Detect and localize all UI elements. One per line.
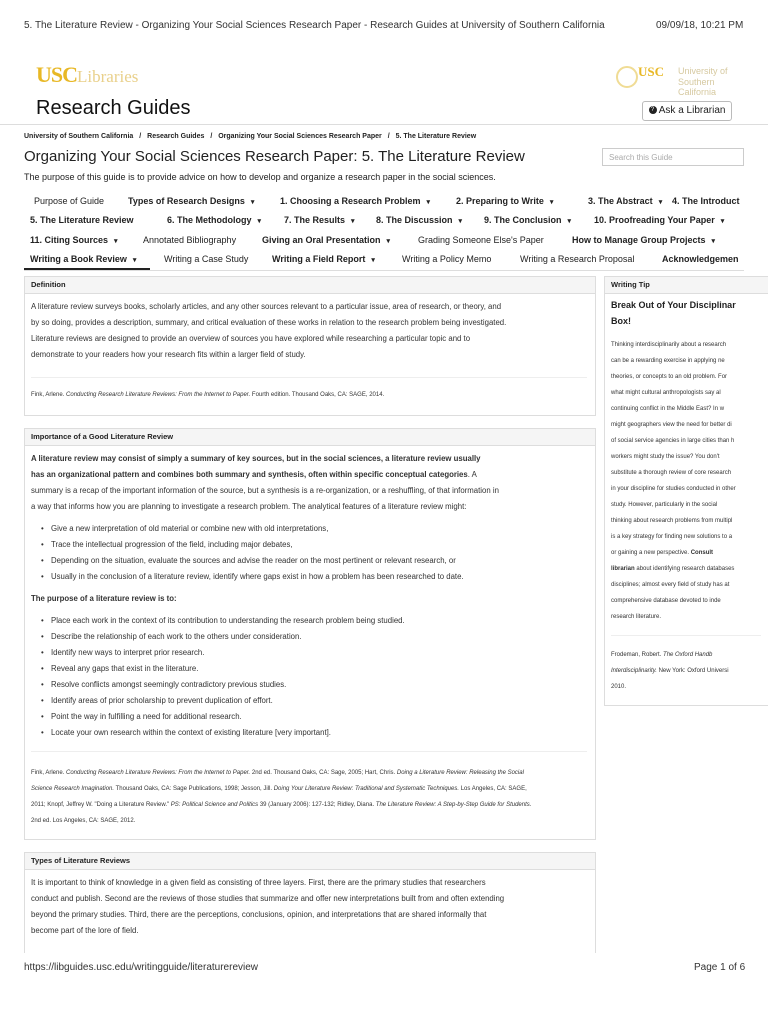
importance-separator: [31, 751, 587, 752]
logo2-line1: University of: [678, 66, 728, 76]
breadcrumb-research-guides[interactable]: Research Guides: [147, 133, 205, 140]
list-item: • Place each work in the context of its contribution to understanding the research problem being studied.: [51, 613, 581, 629]
tab-label: Types of Research Designs: [128, 196, 245, 206]
list-item: • Usually in the conclusion of a literature review, identify where gaps exist in how a problem has been researched to date.: [51, 569, 581, 585]
writing-tip-text: Thinking interdisciplinarily about a research can be a rewarding exercise in applying ne theories, or concepts to an old problem. For what might cultural anthropologists say al continuing conflict in the Middle East? In w might geographers view the need for better di of social service agencies in large cities than h workers might study the issue? You don't substitute a thorough review of core research in your discipline for studies conducted in other study. However, particularly in the social thinking about research problems from multipl is a key strategy for finding new solutions to a or gaining a new perspective. Consult librarian about identifying research databases disciplines; almost every field of study has at comprehensive database devoted to inde research literature.: [611, 342, 736, 620]
importance-bold-line: has an organizational pattern and combines both summary and synthesis, often within specific conceptual categories: [31, 470, 468, 479]
tab-annotated-bibliography[interactable]: Annotated Bibliography: [143, 235, 237, 245]
caret-down-icon: ▾: [658, 199, 663, 206]
ask-librarian-button[interactable]: [642, 101, 732, 121]
importance-heading: Importance of a Good Literature Review: [25, 429, 595, 446]
writing-tip-box: [604, 276, 768, 706]
consult-link[interactable]: Consult: [690, 550, 714, 556]
writing-tip-title: [611, 297, 736, 329]
types-text: [31, 875, 578, 939]
question-circle-icon: ?: [649, 106, 657, 114]
importance-tail: . A: [467, 470, 477, 479]
tab-preparing-to-write[interactable]: [456, 196, 553, 206]
importance-box: [24, 428, 596, 840]
list-item: • Trace the intellectual progression of the field, including major debates,: [51, 537, 581, 553]
tab-acknowledgements[interactable]: Acknowledgemen: [662, 254, 739, 264]
caret-down-icon: ▾: [458, 218, 463, 225]
list-item: • Locate your own research within the context of existing literature [very important].: [51, 725, 581, 741]
ask-librarian-label: Ask a Librarian: [658, 105, 726, 116]
breadcrumb-current: 5. The Literature Review: [395, 133, 477, 140]
breadcrumb-usc[interactable]: University of Southern California: [24, 133, 134, 140]
caret-down-icon: ▾: [426, 199, 431, 206]
importance-line: a way that informs how you are planning to investigate a research problem. The analytical features of a literature review might:: [31, 502, 467, 511]
tab-literature-review[interactable]: 5. The Literature Review: [30, 215, 134, 225]
breadcrumb-sep: /: [210, 133, 213, 140]
list-item: • Point the way in fulfilling a need for additional research.: [51, 709, 581, 725]
types-heading: Types of Literature Reviews: [25, 853, 595, 870]
definition-line: Literature reviews are designed to provide an overview of sources you have explored while researching a particular topic and to: [31, 334, 471, 343]
citation-line: Fink, Arlene. Conducting Research Literature Reviews: From the Internet to Paper. 2nd ed. Thousand Oaks, CA: Sage, 2005; Hart, Chris. Doing a Literature Review: Releasing the Social: [31, 770, 524, 776]
definition-separator: [31, 377, 587, 378]
definition-box: [24, 276, 596, 416]
definition-line: by so doing, provides a description, summary, and critical evaluation of these works in relation to the research problem being investigated.: [31, 318, 507, 327]
tab-label: 10. Proofreading Your Paper: [594, 215, 715, 225]
print-page-number: Page 1 of 6: [694, 962, 746, 973]
caret-down-icon: ▾: [257, 218, 262, 225]
tab-abstract[interactable]: [588, 196, 662, 206]
tab-grading-paper[interactable]: Grading Someone Else's Paper: [418, 235, 544, 245]
tab-label: 11. Citing Sources: [30, 235, 109, 245]
tab-label: Giving an Oral Presentation: [262, 235, 381, 245]
list-item: • Identify areas of prior scholarship to prevent duplication of effort.: [51, 693, 581, 709]
guide-search-input[interactable]: Search this Guide: [602, 148, 744, 166]
tab-discussion[interactable]: [376, 215, 462, 225]
purpose-list: [51, 613, 581, 741]
tab-policy-memo[interactable]: Writing a Policy Memo: [402, 254, 492, 264]
tab-label: Writing a Book Review: [30, 254, 127, 264]
importance-citation: [31, 765, 581, 829]
caret-down-icon: ▾: [720, 218, 725, 225]
tab-results[interactable]: [284, 215, 355, 225]
tab-citing-sources[interactable]: [30, 235, 118, 245]
citation-line: 2011; Knopf, Jeffrey W. "Doing a Literature Review." PS: Political Science and Politics 39 (January 2006): 127-132; Ridley, Diana. The Literature Review: A Step-by-Step Guide for Students.: [31, 802, 532, 808]
definition-heading: Definition: [25, 277, 595, 294]
tab-case-study[interactable]: Writing a Case Study: [164, 254, 249, 264]
list-item: • Reveal any gaps that exist in the literature.: [51, 661, 581, 677]
logo-usc: USC: [36, 62, 78, 87]
logo2-usc: USC: [638, 64, 665, 79]
tip-title-line: Break Out of Your Disciplinar: [611, 300, 736, 310]
tab-purpose-of-guide[interactable]: Purpose of Guide: [34, 196, 105, 206]
university-seal-icon: [616, 66, 638, 88]
print-title: 5. The Literature Review - Organizing Your Social Sciences Research Paper - Research Guides at University of Southern California: [24, 20, 605, 31]
page-title: Organizing Your Social Sciences Research Paper: 5. The Literature Review: [24, 148, 525, 165]
caret-down-icon: ▾: [386, 238, 391, 245]
tab-proofreading[interactable]: [594, 215, 724, 225]
tab-label: 6. The Methodology: [167, 215, 252, 225]
tab-methodology[interactable]: [167, 215, 261, 225]
tab-label: Writing a Field Report: [272, 254, 366, 264]
caret-down-icon: ▾: [567, 218, 572, 225]
breadcrumb: [24, 133, 480, 140]
print-url: https://libguides.usc.edu/writingguide/literaturereview: [24, 962, 259, 973]
caret-down-icon: ▾: [132, 257, 137, 264]
importance-text: [31, 451, 578, 515]
list-item: • Give a new interpretation of old material or combine new with old interpretations,: [51, 521, 581, 537]
print-datetime: 09/09/18, 10:21 PM: [656, 20, 744, 31]
importance-bold-line: A literature review may consist of simply a summary of key sources, but in the social sciences, a literature review usually: [31, 454, 481, 463]
types-line: It is important to think of knowledge in a given field as consisting of three layers. First, there are the primary studies that researchers: [31, 878, 486, 887]
tab-label: 1. Choosing a Research Problem: [280, 196, 421, 206]
tip-title-line: Box!: [611, 316, 631, 326]
tab-label: 8. The Discussion: [376, 215, 453, 225]
sidebar-citation: Frodeman, Robert. The Oxford Handb Interdisciplinarity. New York: Oxford Universi 2010.: [611, 652, 729, 690]
caret-down-icon: ▾: [114, 238, 118, 245]
definition-line: A literature review surveys books, scholarly articles, and any other sources relevant to a particular issue, area of research, or theory, and: [31, 302, 502, 311]
caret-down-icon: ▾: [351, 218, 355, 225]
definition-line: demonstrate to your readers how your research fits within a larger field of study.: [31, 350, 306, 359]
tab-conclusion[interactable]: [484, 215, 571, 225]
types-box: [24, 852, 596, 953]
breadcrumb-sep: /: [387, 133, 390, 140]
importance-line: summary is a recap of the important information of the source, but a synthesis is a re-organization, or a reshuffling, of that information in: [31, 486, 499, 495]
research-guides-title[interactable]: Research Guides: [36, 97, 191, 119]
nav-divider: [24, 270, 744, 271]
caret-down-icon: ▾: [371, 257, 375, 264]
tab-label: 3. The Abstract: [588, 196, 653, 206]
list-item: • Describe the relationship of each work to the others under consideration.: [51, 629, 581, 645]
tab-research-proposal[interactable]: Writing a Research Proposal: [520, 254, 635, 264]
header-divider: [0, 124, 768, 125]
tab-oral-presentation[interactable]: [262, 235, 390, 245]
definition-text: [31, 299, 578, 363]
tab-group-projects[interactable]: [572, 235, 715, 245]
usc-university-logo[interactable]: [616, 64, 746, 97]
list-item: • Resolve conflicts amongst seemingly contradictory previous studies.: [51, 677, 581, 693]
caret-down-icon: ▾: [250, 199, 255, 206]
tab-label: How to Manage Group Projects: [572, 235, 706, 245]
citation-line: Science Research Imagination. Thousand Oaks, CA: Sage Publications, 1998; Jesson, Jill. Doing Your Literature Review: Traditional and Systematic Techniques. Los Angeles, CA: SAGE,: [31, 786, 527, 792]
types-line: beyond the primary studies. Third, there are the perceptions, conclusions, opinion, and interpretations that are shared informally that: [31, 910, 487, 919]
citation-line: 2nd ed. Los Angeles, CA: SAGE, 2012.: [31, 818, 136, 824]
list-item: • Depending on the situation, evaluate the sources and advise the reader on the most pertinent or relevant research, or: [51, 553, 581, 569]
types-line: conduct and publish. Second are the reviews of those studies that summarize and offer new interpretations built from and often extending: [31, 894, 505, 903]
tab-label: 2. Preparing to Write: [456, 196, 544, 206]
logo2-line2: Southern California: [678, 77, 717, 97]
purpose-heading: The purpose of a literature review is to:: [31, 594, 177, 603]
tab-field-report[interactable]: [272, 254, 375, 264]
caret-down-icon: ▾: [711, 238, 716, 245]
tab-label: 7. The Results: [284, 215, 346, 225]
tab-label: 9. The Conclusion: [484, 215, 562, 225]
librarian-link[interactable]: librarian: [611, 566, 635, 572]
breadcrumb-sep: /: [139, 133, 142, 140]
cite-title: Conducting Research Literature Reviews: From the Internet to Paper.: [66, 392, 251, 398]
sidebar-separator: [611, 635, 761, 636]
caret-down-icon: ▾: [549, 199, 554, 206]
breadcrumb-guide[interactable]: Organizing Your Social Sciences Research Paper: [218, 133, 382, 140]
cite-author: Fink, Arlene.: [31, 392, 65, 398]
logo-libraries: Libraries: [77, 67, 139, 86]
cite-rest: Fourth edition. Thousand Oaks, CA: SAGE, 2014.: [251, 392, 385, 398]
writing-tip-heading: Writing Tip: [605, 277, 768, 294]
tab-types-of-research-designs[interactable]: [128, 196, 254, 206]
tab-choosing-research-problem[interactable]: [280, 196, 430, 206]
types-line: become part of the lore of field.: [31, 926, 139, 935]
definition-citation: [31, 387, 384, 403]
tab-introduction[interactable]: 4. The Introduct: [672, 196, 740, 206]
guide-description: The purpose of this guide is to provide advice on how to develop and organize a research paper in the social sciences.: [24, 172, 496, 182]
analytical-features-list: [51, 521, 581, 585]
tab-book-review[interactable]: [30, 254, 136, 264]
list-item: • Identify new ways to interpret prior research.: [51, 645, 581, 661]
usc-libraries-logo[interactable]: [36, 62, 138, 88]
